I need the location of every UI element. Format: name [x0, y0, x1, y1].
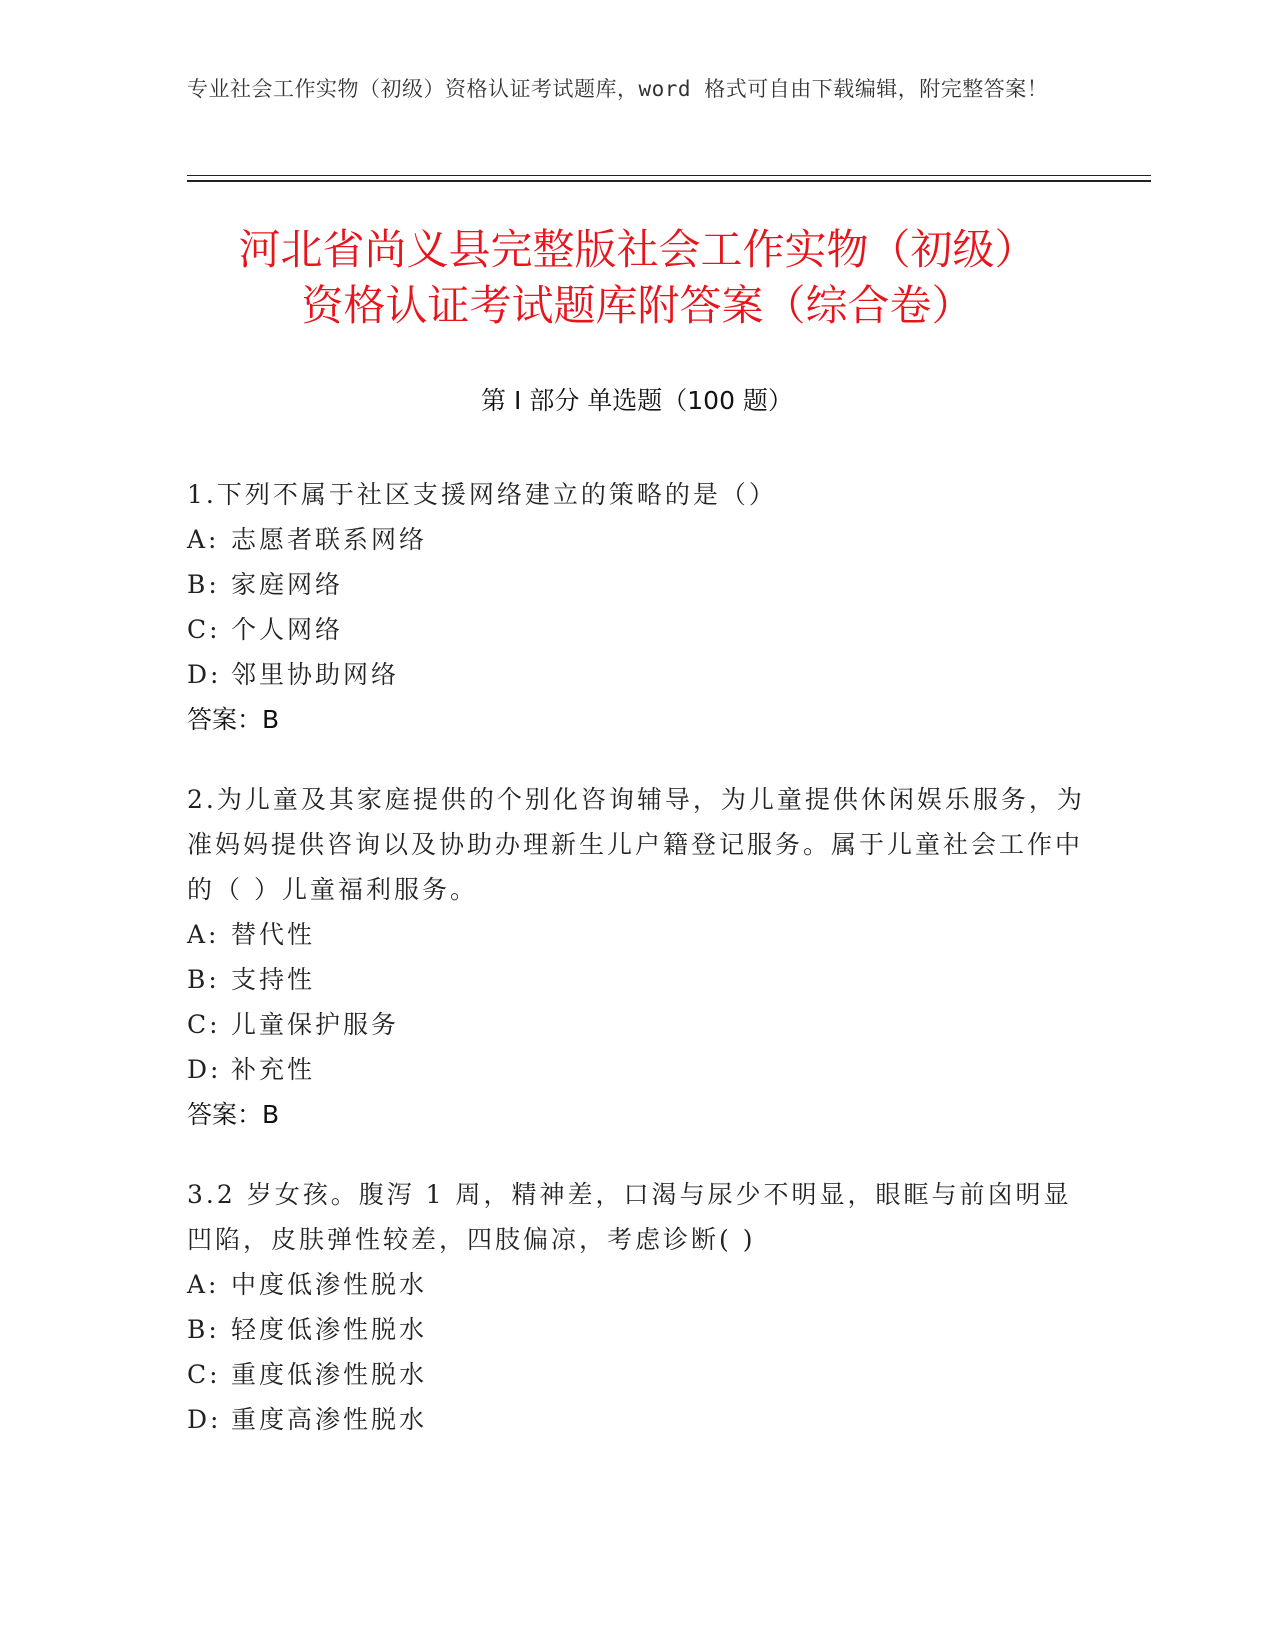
option-b — [187, 957, 1087, 1002]
header-rule-thin — [187, 175, 1151, 176]
option-d — [187, 1397, 1087, 1442]
option-letter: A: — [187, 920, 220, 949]
document-title-line-1: 河北省尚义县完整版社会工作实物（初级） — [238, 225, 1037, 274]
option-b — [187, 1307, 1087, 1352]
option-letter: B: — [187, 1315, 220, 1344]
option-text: 儿童保护服务 — [231, 1010, 400, 1039]
option-letter: A: — [187, 1270, 220, 1299]
option-text: 邻里协助网络 — [231, 660, 400, 689]
header-rule-thick — [187, 180, 1151, 182]
option-letter: B: — [187, 965, 220, 994]
option-d — [187, 1047, 1087, 1092]
option-d — [187, 652, 1087, 697]
option-text: 中度低渗性脱水 — [231, 1270, 428, 1299]
document-title-line-2: 资格认证考试题库附答案（综合卷） — [301, 281, 974, 330]
option-letter: B: — [187, 570, 220, 599]
question-stem: 3.2 岁女孩。腹泻 1 周，精神差，口渴与尿少不明显，眼眶与前囟明显凹陷，皮肤弹性较差，四肢偏凉，考虑诊断( ) — [187, 1180, 1072, 1254]
header-note: 专业社会工作实物（初级）资格认证考试题库，word 格式可自由下载编辑，附完整答案！ — [187, 77, 1049, 101]
answer-line: 答案：B — [187, 1100, 280, 1129]
option-text: 志愿者联系网络 — [231, 525, 428, 554]
option-text: 替代性 — [231, 920, 316, 949]
option-letter: C: — [187, 1360, 221, 1389]
option-a — [187, 912, 1087, 957]
option-c — [187, 1002, 1087, 1047]
option-letter: C: — [187, 615, 221, 644]
question-3 — [187, 1172, 1087, 1442]
option-text: 家庭网络 — [231, 570, 344, 599]
question-stem: 2.为儿童及其家庭提供的个别化咨询辅导，为儿童提供休闲娱乐服务，为准妈妈提供咨询以及协助办理新生儿户籍登记服务。属于儿童社会工作中的（ ）儿童福利服务。 — [187, 785, 1085, 904]
section-title: 第 I 部分 单选题（100 题） — [481, 386, 793, 415]
question-2 — [187, 777, 1087, 1137]
option-text: 轻度低渗性脱水 — [231, 1315, 428, 1344]
option-a — [187, 517, 1087, 562]
option-b — [187, 562, 1087, 607]
option-text: 补充性 — [231, 1055, 316, 1084]
option-letter: C: — [187, 1010, 221, 1039]
document-title — [140, 222, 1135, 334]
answer-line: 答案：B — [187, 705, 280, 734]
option-text: 重度低渗性脱水 — [231, 1360, 428, 1389]
option-text: 个人网络 — [231, 615, 344, 644]
option-c — [187, 1352, 1087, 1397]
option-a — [187, 1262, 1087, 1307]
option-letter: D: — [187, 1055, 222, 1084]
option-text: 重度高渗性脱水 — [231, 1405, 428, 1434]
question-1 — [187, 472, 1087, 742]
option-letter: D: — [187, 1405, 222, 1434]
question-list — [187, 472, 1087, 1477]
question-stem: 1.下列不属于社区支援网络建立的策略的是（） — [187, 480, 777, 509]
option-text: 支持性 — [231, 965, 316, 994]
option-letter: A: — [187, 525, 220, 554]
option-letter: D: — [187, 660, 222, 689]
option-c — [187, 607, 1087, 652]
